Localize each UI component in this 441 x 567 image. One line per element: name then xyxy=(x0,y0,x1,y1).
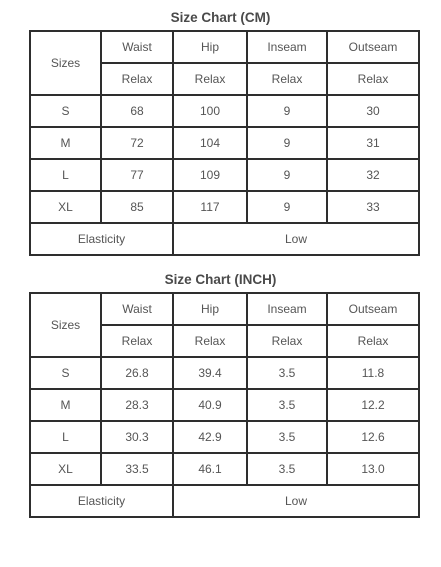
hip-header: Hip xyxy=(173,31,247,63)
waist-cell: 28.3 xyxy=(101,389,173,421)
table-row xyxy=(30,95,419,127)
waist-fit: Relax xyxy=(101,325,173,357)
sizes-header: Sizes xyxy=(30,293,101,357)
inseam-header: Inseam xyxy=(247,293,327,325)
inseam-cell: 3.5 xyxy=(247,453,327,485)
inseam-cell: 3.5 xyxy=(247,421,327,453)
inseam-cell: 3.5 xyxy=(247,357,327,389)
outseam-cell: 13.0 xyxy=(327,453,419,485)
waist-cell: 77 xyxy=(101,159,173,191)
size-cell: M xyxy=(30,127,101,159)
elasticity-label: Elasticity xyxy=(30,223,173,255)
cm-chart-title: Size Chart (CM) xyxy=(170,10,271,25)
elasticity-row xyxy=(30,485,419,517)
size-cell: L xyxy=(30,159,101,191)
outseam-cell: 12.6 xyxy=(327,421,419,453)
size-cell: XL xyxy=(30,191,101,223)
inseam-fit: Relax xyxy=(247,63,327,95)
cm-size-table xyxy=(29,30,420,256)
outseam-cell: 32 xyxy=(327,159,419,191)
size-cell: S xyxy=(30,95,101,127)
inseam-header: Inseam xyxy=(247,31,327,63)
hip-cell: 42.9 xyxy=(173,421,247,453)
waist-header: Waist xyxy=(101,293,173,325)
waist-fit: Relax xyxy=(101,63,173,95)
size-cell: S xyxy=(30,357,101,389)
inseam-cell: 3.5 xyxy=(247,389,327,421)
elasticity-value: Low xyxy=(173,223,419,255)
waist-cell: 85 xyxy=(101,191,173,223)
hip-cell: 104 xyxy=(173,127,247,159)
waist-cell: 68 xyxy=(101,95,173,127)
waist-cell: 33.5 xyxy=(101,453,173,485)
hip-cell: 46.1 xyxy=(173,453,247,485)
waist-cell: 26.8 xyxy=(101,357,173,389)
outseam-header: Outseam xyxy=(327,293,419,325)
waist-cell: 72 xyxy=(101,127,173,159)
size-cell: L xyxy=(30,421,101,453)
outseam-fit: Relax xyxy=(327,325,419,357)
hip-cell: 100 xyxy=(173,95,247,127)
outseam-cell: 11.8 xyxy=(327,357,419,389)
inseam-fit: Relax xyxy=(247,325,327,357)
size-cell: XL xyxy=(30,453,101,485)
inseam-cell: 9 xyxy=(247,191,327,223)
outseam-cell: 33 xyxy=(327,191,419,223)
hip-fit: Relax xyxy=(173,63,247,95)
outseam-header: Outseam xyxy=(327,31,419,63)
elasticity-label: Elasticity xyxy=(30,485,173,517)
outseam-cell: 30 xyxy=(327,95,419,127)
table-row xyxy=(30,453,419,485)
sizes-header: Sizes xyxy=(30,31,101,95)
hip-cell: 39.4 xyxy=(173,357,247,389)
inch-size-table xyxy=(29,292,420,518)
inseam-cell: 9 xyxy=(247,95,327,127)
size-cell: M xyxy=(30,389,101,421)
inch-chart-title: Size Chart (INCH) xyxy=(164,272,277,287)
table-row xyxy=(30,191,419,223)
waist-header: Waist xyxy=(101,31,173,63)
header-row xyxy=(30,293,419,325)
hip-cell: 117 xyxy=(173,191,247,223)
elasticity-row xyxy=(30,223,419,255)
table-row xyxy=(30,389,419,421)
hip-fit: Relax xyxy=(173,325,247,357)
header-row xyxy=(30,31,419,63)
table-row xyxy=(30,127,419,159)
hip-cell: 109 xyxy=(173,159,247,191)
table-row xyxy=(30,421,419,453)
outseam-cell: 12.2 xyxy=(327,389,419,421)
outseam-cell: 31 xyxy=(327,127,419,159)
hip-header: Hip xyxy=(173,293,247,325)
inseam-cell: 9 xyxy=(247,127,327,159)
outseam-fit: Relax xyxy=(327,63,419,95)
hip-cell: 40.9 xyxy=(173,389,247,421)
elasticity-value: Low xyxy=(173,485,419,517)
table-row xyxy=(30,159,419,191)
inseam-cell: 9 xyxy=(247,159,327,191)
waist-cell: 30.3 xyxy=(101,421,173,453)
table-row xyxy=(30,357,419,389)
